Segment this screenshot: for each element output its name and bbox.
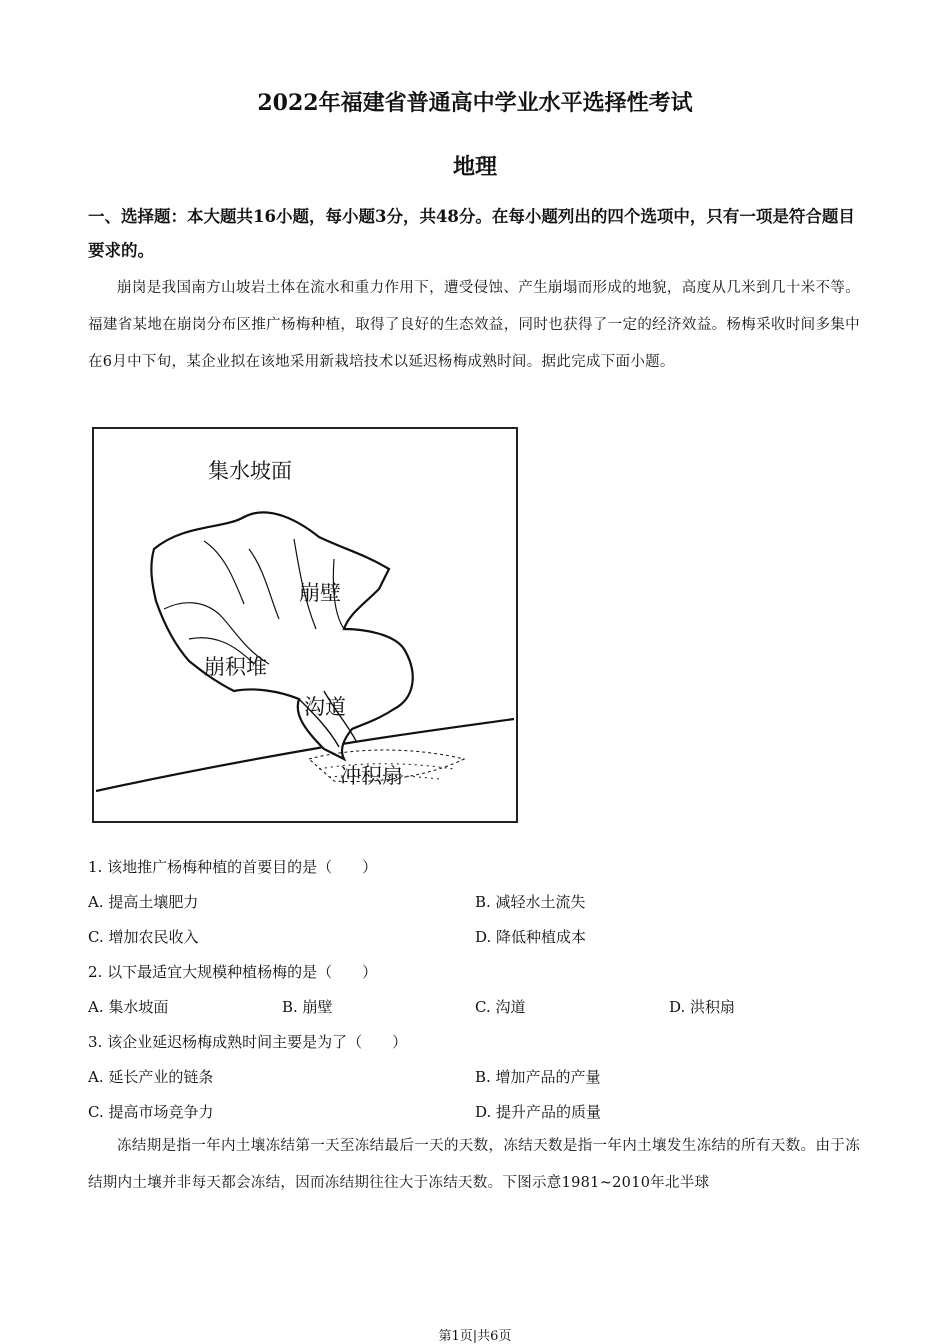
label-channel: 沟道	[304, 695, 346, 719]
ground-line	[96, 719, 514, 791]
page-footer: 第1页|共6页	[438, 1329, 512, 1344]
question-1-stem: 1. 该地推广杨梅种植的首要目的是（ ）	[88, 858, 378, 876]
question-1-option-b[interactable]: B. 减轻水土流失	[475, 893, 586, 911]
subject-title: 地理	[452, 154, 497, 180]
question-2-stem: 2. 以下最适宜大规模种植杨梅的是（ ）	[88, 963, 378, 981]
passage-benggang: 崩岗是我国南方山坡岩土体在流水和重力作用下，遭受侵蚀、产生崩塌而形成的地貌，高度从几米到几十米不等。福建省某地在崩岗分布区推广杨梅种植，取得了良好的生态效益，同时也获得了一定的经济效益。杨梅采收时间多集中在6月中下旬，某企业拟在该地采用新栽培技术以延迟杨梅成熟时间。据此完成下面小题。	[88, 280, 860, 370]
label-collapse-wall: 崩壁	[299, 581, 341, 605]
question-3-option-d[interactable]: D. 提升产品的质量	[475, 1103, 602, 1121]
exam-title: 2022年福建省普通高中学业水平选择性考试	[257, 90, 693, 116]
benggang-diagram	[92, 427, 518, 823]
label-alluvial-fan: 冲积扇	[340, 764, 403, 788]
collapse-outline	[151, 512, 412, 759]
question-3-option-c[interactable]: C. 提高市场竞争力	[88, 1103, 214, 1121]
question-1-option-c[interactable]: C. 增加农民收入	[88, 928, 199, 946]
question-2-option-b[interactable]: B. 崩壁	[282, 998, 333, 1016]
question-1-option-d[interactable]: D. 降低种植成本	[475, 928, 587, 946]
question-2-option-a[interactable]: A. 集水坡面	[88, 998, 169, 1016]
question-2-option-c[interactable]: C. 沟道	[475, 998, 526, 1016]
label-catchment-slope: 集水坡面	[208, 459, 292, 483]
section-heading: 一、选择题：本大题共16小题，每小题3分，共48分。在每小题列出的四个选项中，只有一项是符合题目要求的。	[88, 207, 855, 260]
question-3-option-a[interactable]: A. 延长产业的链条	[88, 1068, 214, 1086]
question-1-option-a[interactable]: A. 提高土壤肥力	[88, 893, 199, 911]
question-3-stem: 3. 该企业延迟杨梅成熟时间主要是为了（ ）	[88, 1033, 408, 1051]
question-2-option-d[interactable]: D. 洪积扇	[669, 998, 736, 1016]
question-3-option-b[interactable]: B. 增加产品的产量	[475, 1068, 601, 1086]
label-colluvial-pile: 崩积堆	[204, 655, 267, 679]
benggang-sketch	[94, 429, 516, 821]
passage-frozen-soil: 冻结期是指一年内土壤冻结第一天至冻结最后一天的天数，冻结天数是指一年内土壤发生冻结的所有天数。由于冻结期内土壤并非每天都会冻结，因而冻结期往往大于冻结天数。下图示意1981~2010年北半球	[88, 1138, 860, 1191]
